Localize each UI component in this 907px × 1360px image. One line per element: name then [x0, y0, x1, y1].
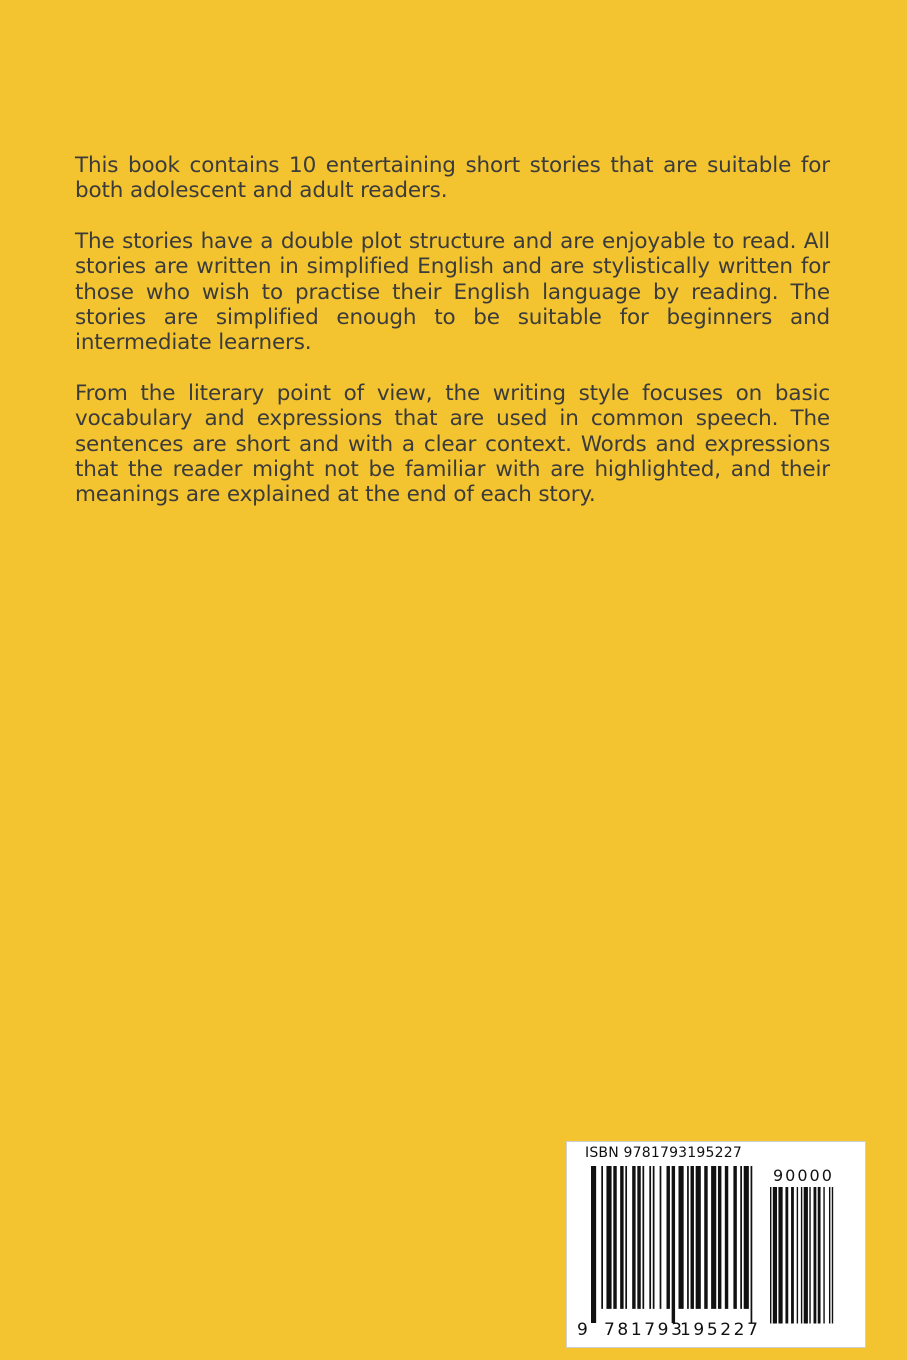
barcode-bar [601, 1166, 603, 1309]
barcode-bar [801, 1187, 802, 1324]
blurb-paragraph-3: From the literary point of view, the writing style focuses on basic vocabulary and expressions that are used in common speech. The sentences are short and with a clear context. Words and expressions that the reader might not be familiar with are highlighted, and their meanings are explained at the end of each story. [75, 380, 830, 508]
barcode-bar [829, 1187, 830, 1324]
blurb-paragraph-2: The stories have a double plot structure and are enjoyable to read. All stories are written in simplified English and are stylistically written for those who wish to practise their English language by reading. The stories are simplified enough to be suitable for beginners and intermediate learners. [75, 228, 830, 356]
barcode-bar [679, 1166, 684, 1309]
barcode-bar [797, 1187, 798, 1324]
barcode-bar [832, 1187, 833, 1324]
barcode-bar [704, 1166, 707, 1309]
barcode-bar [711, 1166, 716, 1309]
barcode-bar [814, 1187, 817, 1324]
barcode-bar [649, 1166, 651, 1309]
barcode-bar [778, 1187, 782, 1324]
barcode-bar [696, 1166, 701, 1309]
isbn-label: ISBN 9781793195227 [585, 1145, 742, 1161]
blurb-paragraph-1: This book contains 10 entertaining short stories that are suitable for both adolescent and adult readers. [75, 153, 830, 204]
barcode-bar [773, 1187, 777, 1324]
barcode-bar [613, 1166, 616, 1309]
barcode-bar [687, 1166, 689, 1309]
barcode-bar [637, 1166, 640, 1309]
barcode-guard-bar [672, 1166, 675, 1323]
barcode-bar [632, 1166, 635, 1309]
barcode-bar [809, 1187, 810, 1324]
barcode-bar [823, 1187, 824, 1324]
ean-first-digit: 9 [577, 1320, 588, 1340]
isbn-barcode-box [566, 1141, 866, 1348]
barcode-guard-bar [591, 1166, 596, 1323]
barcode-bar [770, 1187, 771, 1324]
barcode-bar [660, 1166, 662, 1309]
barcode-bar [791, 1187, 794, 1324]
barcode-bar [804, 1187, 808, 1324]
barcode-bar [653, 1166, 655, 1309]
blurb-text [75, 153, 830, 533]
barcode-bar [691, 1166, 694, 1309]
barcode-bar [733, 1166, 736, 1309]
barcode-bar [642, 1166, 644, 1309]
addon-digits: 90000 [773, 1166, 834, 1185]
barcode-bar [718, 1166, 721, 1309]
addon-barcode-bars [770, 1187, 836, 1337]
ean-right-digits: 195227 [680, 1320, 761, 1340]
barcode-bar [606, 1166, 611, 1309]
barcode-bar [818, 1187, 821, 1324]
barcode-bar [725, 1166, 728, 1309]
barcode-bar [785, 1187, 788, 1324]
barcode-bar [620, 1166, 623, 1309]
barcode-bar [625, 1166, 627, 1309]
ean-barcode-bars [591, 1166, 754, 1323]
barcode-bar [744, 1166, 749, 1309]
barcode-guard-bar [751, 1166, 753, 1323]
barcode-bar [666, 1166, 669, 1309]
barcode-bar [740, 1166, 742, 1309]
ean-left-digits: 781793 [604, 1320, 685, 1340]
